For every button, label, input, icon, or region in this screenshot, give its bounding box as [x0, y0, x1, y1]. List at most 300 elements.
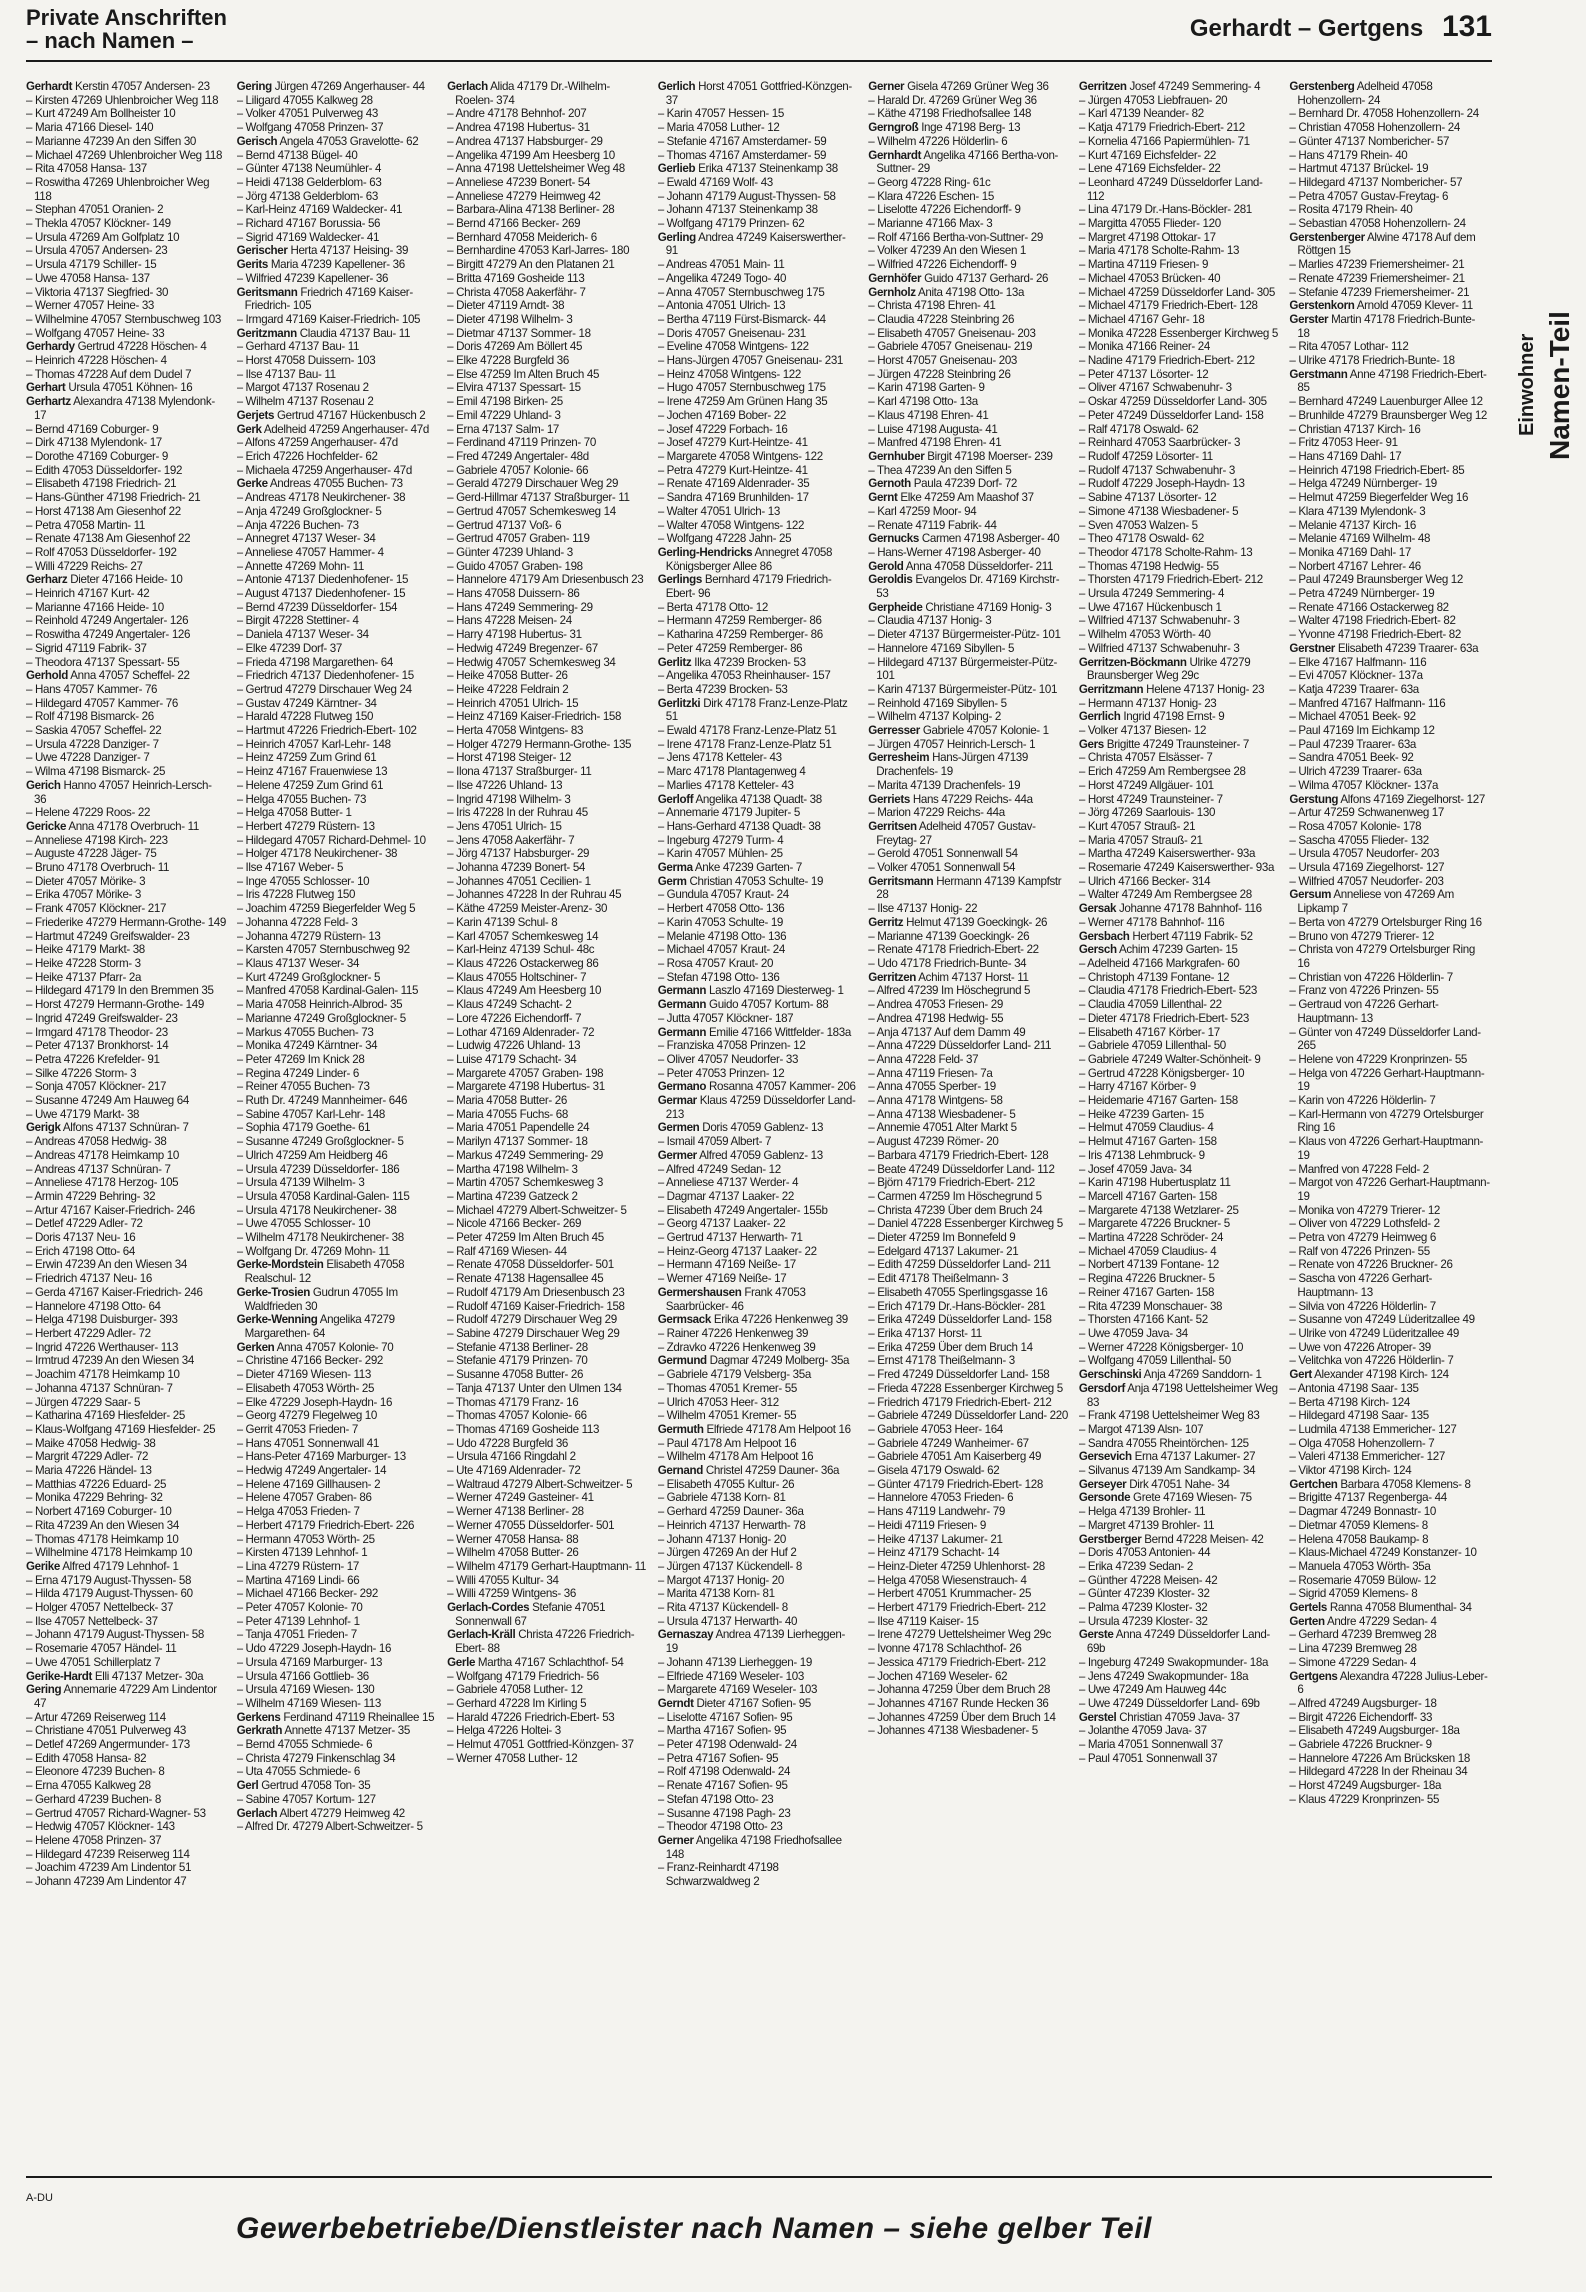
directory-entry: – Uwe 47179 Markt- 38 [26, 1107, 140, 1121]
directory-entry: – Alfred 47249 Sedan- 12 [657, 1162, 781, 1176]
directory-entry: – Leonhard 47249 Düsseldorfer Land- 112 [1078, 175, 1263, 203]
surname-entry [868, 724, 1069, 738]
directory-entry: – Erich 47259 Am Rembergsee 28 [1078, 765, 1246, 779]
directory-entry: – Ursula 47057 Neudorfer- 203 [1289, 847, 1440, 861]
directory-entry: – Karin 47198 Garten- 9 [868, 381, 985, 395]
surname-entry [868, 491, 1069, 505]
page-header-title [26, 6, 227, 52]
directory-entry: – Hans 47119 Landwehr- 79 [868, 1505, 1005, 1519]
surname-entry [868, 80, 1069, 94]
directory-entry: – Hermann 47169 Neiße- 17 [657, 1258, 796, 1272]
directory-entry: – Wolfgang 47059 Lillenthal- 50 [1078, 1354, 1231, 1368]
entry-text: Bernhard 47179 Friedrich-Ebert- 96 [665, 573, 832, 601]
surname: Germund [657, 1354, 707, 1368]
directory-entry: – Jens 47051 Ulrich- 15 [447, 819, 562, 833]
surname-entry [237, 423, 438, 437]
directory-entry: – Stefan 47198 Otto- 23 [657, 1792, 774, 1806]
directory-entry: – Sascha von 47226 Gerhart-Hauptmann- 13 [1289, 1272, 1433, 1299]
directory-entry: – Gerd-Hillmar 47137 Straßburger- 11 [447, 491, 630, 505]
directory-entry: – Helga 47198 Duisburger- 393 [26, 1313, 178, 1327]
directory-entry: – Günter 47179 Friedrich-Ebert- 128 [868, 1477, 1043, 1491]
directory-entry: – Maria 47058 Luther- 12 [657, 121, 780, 135]
surname-entry [658, 1121, 859, 1135]
directory-entry: – Berta 47239 Brocken- 53 [657, 682, 788, 696]
directory-entry: – Wilfried 47057 Neudorfer- 203 [1289, 874, 1444, 888]
directory-entry: – Luise 47198 Augusta- 41 [868, 422, 998, 436]
directory-entry: – Rosemarie 47057 Händel- 11 [26, 1642, 177, 1656]
directory-entry: – Emil 47229 Uhland- 3 [447, 408, 561, 422]
directory-entry: – Oliver von 47229 Lothsfeld- 2 [1289, 1217, 1440, 1231]
surname: Gerritzen [868, 970, 917, 984]
surname-entry [237, 1779, 438, 1793]
surname: Gerling-Hendricks [657, 545, 753, 559]
directory-column [26, 80, 227, 2160]
directory-entry: – Gerold 47051 Sonnenwall 54 [868, 847, 1018, 861]
directory-entry: – Paul 47178 Am Helpoot 16 [657, 1436, 797, 1450]
directory-entry: – Sigrid 47119 Fabrik- 37 [26, 641, 147, 655]
directory-entry: – Jörg 47269 Saarlouis- 130 [1078, 806, 1216, 820]
directory-entry: – Werner 47058 Hansa- 88 [447, 1532, 579, 1546]
directory-entry: – Heike 47179 Markt- 38 [26, 943, 145, 957]
surname-entry [447, 1628, 648, 1655]
directory-entry: – Helena 47058 Baukamp- 8 [1289, 1532, 1429, 1546]
directory-entry: – Armin 47229 Behring- 32 [26, 1189, 156, 1203]
directory-entry: – Heinrich 47167 Kurt- 42 [26, 587, 150, 601]
surname-entry [1289, 368, 1490, 395]
directory-entry: – Gerhard 47228 Im Kirling 5 [447, 1696, 587, 1710]
directory-entry: – Klaus 47137 Weser- 34 [236, 957, 360, 970]
directory-entry: – Karin 47137 Bürgermeister-Pütz- 101 [868, 682, 1058, 696]
directory-entry: – Martha 47167 Sofien- 95 [657, 1724, 787, 1738]
surname-entry [237, 1286, 438, 1313]
entry-text: Alida 47179 Dr.-Wilhelm-Roelen- 374 [455, 80, 610, 107]
surname: Germano [657, 1080, 707, 1094]
directory-entry: – Rudolf 47179 Am Driesenbusch 23 [447, 1285, 625, 1299]
entry-text: Stefanie 47051 Sonnenwall 67 [455, 1601, 606, 1628]
surname: Gerlach [447, 80, 488, 93]
surname: Gerlitzki [657, 696, 701, 710]
directory-entry: – Karin 47057 Hessen- 15 [657, 107, 785, 121]
surname: Gersch [1078, 943, 1117, 957]
directory-entry: – Renate 47169 Aldenrader- 35 [657, 477, 810, 491]
directory-entry: – Michael 47269 Uhlenbroicher Weg 118 [26, 148, 223, 162]
surname: Gerstenberg [1289, 80, 1355, 93]
directory-entry: – Heinz 47169 Kaiser-Friedrich- 158 [447, 710, 622, 724]
entry-text: Christian 47059 Java- 37 [1119, 1710, 1240, 1724]
entry-text: Kerstin 47057 Andersen- 23 [75, 80, 210, 93]
directory-entry: – Bernhard Dr. 47058 Hohenzollern- 24 [1289, 107, 1479, 121]
directory-entry: – Herbert 47279 Rüstern- 13 [236, 819, 375, 833]
surname-entry [237, 244, 438, 258]
directory-entry: – Martha 47198 Wilhelm- 3 [447, 1162, 578, 1176]
surname-entry [1079, 1450, 1280, 1464]
directory-entry: – Susanne 47249 Großglockner- 5 [236, 1135, 404, 1149]
directory-entry: – Heinz-Dieter 47259 Uhlenhorst- 28 [868, 1559, 1045, 1573]
directory-entry: – Brunhilde 47279 Braunsberger Weg 12 [1289, 408, 1488, 422]
directory-entry: – Johannes 47228 In der Ruhrau 45 [447, 888, 622, 902]
directory-entry: – Dieter 47178 Friedrich-Ebert- 523 [1078, 1011, 1249, 1025]
directory-entry: – Richard 47167 Borussia- 56 [236, 217, 381, 231]
directory-entry: – Wilfried 47137 Schwabenuhr- 3 [1078, 614, 1240, 628]
directory-entry: – Renate 47239 Friemersheimer- 21 [1289, 271, 1465, 285]
directory-entry: – Johannes 47259 Über dem Bruch 14 [868, 1710, 1056, 1724]
surname-entry [658, 573, 859, 600]
directory-entry: – Simone 47138 Wiesbadener- 5 [1078, 504, 1239, 518]
directory-entry: – Claudia 47059 Lillenthal- 22 [1078, 998, 1222, 1012]
directory-entry: – Rosemarie 47249 Kaiserswerther- 93a [1078, 861, 1275, 875]
directory-entry: – Hildegard 47137 Nombericher- 57 [1289, 175, 1463, 189]
directory-entry: – Maria 47166 Diesel- 140 [26, 121, 154, 135]
surname-entry [26, 80, 227, 94]
directory-entry: – Ursula 47169 Ziegelhorst- 127 [1289, 861, 1445, 875]
directory-entry: – Rita 47239 An den Wiesen 34 [26, 1518, 179, 1532]
directory-entry: – Friedrich 47137 Diedenhofener- 15 [236, 669, 414, 683]
directory-entry: – Marianne 47249 Großglockner- 5 [236, 1011, 406, 1025]
directory-entry: – Klaus 47249 Schacht- 2 [447, 998, 572, 1012]
directory-entry: – Ralf von 47226 Prinzen- 55 [1289, 1244, 1430, 1258]
directory-entry: – Gerhard 47137 Bau- 11 [236, 340, 360, 354]
surname: Gerold [868, 559, 904, 573]
surname: Germershausen [657, 1285, 742, 1299]
directory-entry: – Doris 47057 Gneisenau- 231 [657, 326, 806, 340]
directory-entry: – Waltraud 47279 Albert-Schweitzer- 5 [447, 1477, 633, 1491]
directory-entry: – Jürgen 47229 Saar- 5 [26, 1395, 141, 1409]
directory-entry: – Wilfried 47137 Schwabenuhr- 3 [1078, 641, 1240, 655]
entry-text: Anne 47198 Friedrich-Ebert- 85 [1297, 367, 1487, 395]
directory-entry: – Margarete 47058 Wintgens- 122 [657, 449, 823, 463]
directory-entry: – Annette 47269 Mohn- 11 [236, 559, 364, 573]
directory-entry: – Holger 47178 Neukirchener- 38 [236, 847, 398, 861]
directory-entry: – Ursula 47239 Düsseldorfer- 186 [236, 1162, 400, 1176]
directory-entry: – Walter 47249 Am Rembergsee 28 [1078, 888, 1252, 902]
surname-entry [237, 1313, 438, 1340]
directory-entry: – Gertrud 47137 Voß- 6 [447, 518, 562, 532]
directory-entry: – Helmut 47259 Biegerfelder Weg 16 [1289, 491, 1469, 505]
directory-entry: – Jutta 47057 Klöckner- 187 [657, 1011, 794, 1025]
directory-entry: – Maria 47051 Papendelle 24 [447, 1121, 590, 1135]
surname: Gerke-Mordstein [236, 1258, 324, 1272]
directory-entry: – Elisabeth 47053 Wörth- 25 [236, 1381, 375, 1395]
directory-entry: – Monika 47229 Behring- 32 [26, 1491, 163, 1505]
entry-text: Johanne 47178 Bahnhof- 116 [1118, 902, 1262, 916]
directory-entry: – Sven 47053 Walzen- 5 [1078, 518, 1198, 532]
directory-entry: – Matthias 47226 Eduard- 25 [26, 1477, 167, 1491]
surname: Gerstner [1289, 641, 1335, 655]
entry-text: Anneliese von 47269 Am Lipkamp 7 [1297, 888, 1454, 916]
directory-entry: – Walter 47198 Friedrich-Ebert- 82 [1289, 614, 1456, 628]
surname: Gerharz [26, 573, 68, 587]
directory-entry: – Doris 47053 Antonien- 44 [1078, 1546, 1211, 1560]
directory-entry: – Horst 47058 Duissern- 103 [236, 354, 376, 368]
directory-entry: – Wilhelm 47169 Wiesen- 113 [236, 1696, 381, 1710]
directory-entry: – Gabriele 47053 Heer- 164 [868, 1422, 1003, 1436]
entry-text: Elke 47259 Am Maashof 37 [900, 491, 1034, 505]
directory-entry: – Detlef 47269 Angermunder- 173 [26, 1738, 190, 1752]
surname-entry [868, 793, 1069, 807]
directory-entry: – Monika 47228 Essenberger Kirchweg 5 [1078, 326, 1278, 340]
directory-entry: – Hildegard 47179 In den Bremmen 35 [26, 984, 214, 998]
surname-entry [26, 820, 227, 834]
entry-text: Gisela 47269 Grüner Weg 36 [907, 80, 1049, 93]
directory-entry: – Josef 47229 Forbach- 16 [657, 422, 788, 436]
directory-entry: – Jörg 47137 Habsburger- 29 [447, 847, 590, 861]
directory-entry: – Hans 47179 Rhein- 40 [1289, 148, 1408, 162]
surname-entry [237, 409, 438, 423]
directory-entry: – Gabriele 47059 Lillenthal- 50 [1078, 1039, 1226, 1053]
entry-text: Guido 47137 Gerhard- 26 [924, 271, 1049, 285]
directory-entry: – Jens 47058 Aakerfähr- 7 [447, 833, 575, 847]
surname-entry [658, 1286, 859, 1313]
directory-entry: – Johann 47139 Lierheggen- 19 [657, 1655, 812, 1669]
directory-entry: – Tanja 47137 Unter den Ulmen 134 [447, 1381, 622, 1395]
directory-entry: – Herta 47058 Wintgens- 83 [447, 724, 584, 738]
directory-entry: – Hermann 47259 Remberger- 86 [657, 614, 822, 628]
directory-entry: – Horst 47198 Steiger- 12 [447, 751, 572, 765]
directory-entry: – Ursula 47057 Andersen- 23 [26, 244, 168, 258]
entry-text: Elisabeth 47239 Traarer- 63a [1337, 641, 1479, 655]
directory-entry: – Volker 47137 Biesen- 12 [1078, 724, 1207, 738]
directory-entry: – Bruno 47178 Overbruch- 11 [26, 861, 170, 875]
directory-entry: – Berta 47198 Kirch- 124 [1289, 1395, 1410, 1409]
directory-entry: – Helmut 47059 Claudius- 4 [1078, 1121, 1214, 1135]
directory-entry: – Thea 47239 An den Siffen 5 [868, 463, 1012, 477]
surname: Gerstenberger [1289, 230, 1365, 244]
entry-text: Alfons 47137 Schnüran- 7 [62, 1121, 189, 1135]
directory-entry: – Hedwig 47249 Bregenzer- 67 [447, 641, 598, 655]
entry-text: Dagmar 47249 Molberg- 35a [709, 1354, 850, 1368]
entry-text: Frank 47053 Saarbrücker- 46 [665, 1285, 806, 1313]
directory-entry: – Holger 47057 Nettelbeck- 37 [26, 1601, 174, 1615]
directory-entry: – Ingeburg 47249 Swakopmunder- 18a [1078, 1655, 1269, 1669]
directory-entry: – Anneliese 47239 Bonert- 54 [447, 175, 591, 189]
footer-rule [26, 2176, 1492, 2178]
surname: Gerhardy [26, 340, 75, 354]
directory-entry: – Petra 47226 Krefelder- 91 [26, 1052, 160, 1066]
surname-entry [1079, 1533, 1280, 1547]
directory-entry: – Peter 47137 Bronkhorst- 14 [26, 1039, 169, 1053]
directory-entry: – Hans-Günther 47198 Friedrich- 21 [26, 491, 201, 505]
directory-entry: – Elke 47228 Burgfeld 36 [447, 354, 569, 368]
directory-entry: – Erich 47198 Otto- 64 [26, 1244, 135, 1258]
directory-entry: – Heidi 47138 Gelderblom- 63 [236, 175, 382, 189]
surname-entry [868, 875, 1069, 902]
directory-entry: – Valeri 47138 Emmericher- 127 [1289, 1450, 1445, 1464]
directory-entry: – Hedwig 47057 Schemkesweg 34 [447, 655, 616, 669]
directory-entry: – Andreas 47137 Schnüran- 7 [26, 1162, 171, 1176]
directory-entry: – Hildegard 47228 In der Rheinau 34 [1289, 1765, 1468, 1779]
surname-entry [1079, 1368, 1280, 1382]
directory-entry: – Willi 47055 Kultur- 34 [447, 1573, 559, 1587]
directory-entry: – Maria 47051 Sonnenwall 37 [1078, 1738, 1223, 1752]
entry-text: Anita 47198 Otto- 13a [917, 285, 1025, 299]
directory-entry: – Wolfgang Dr. 47269 Mohn- 11 [236, 1244, 390, 1258]
surname-entry [1289, 231, 1490, 258]
surname-entry [237, 1341, 438, 1355]
surname-entry [26, 779, 227, 806]
directory-entry: – Johanna 47279 Rüstern- 13 [236, 929, 381, 943]
directory-entry: – Hugo 47057 Sternbuschweg 175 [657, 381, 826, 395]
directory-entry: – Gertrud 47228 Königsberger- 10 [1078, 1066, 1245, 1080]
directory-entry: – Melanie 47198 Otto- 136 [657, 929, 787, 943]
surname-entry [1289, 793, 1490, 807]
yellow-pages-banner: Gewerbebetriebe/Dienstleister nach Namen – siehe gelber Teil [236, 2212, 1152, 2245]
surname: Gerits [236, 258, 268, 272]
directory-entry: – Ernst 47178 Theißelmann- 3 [868, 1354, 1015, 1368]
surname-entry [658, 875, 859, 889]
page-code: A-DU [26, 2192, 53, 2204]
directory-entry: – Petra von 47279 Heimweg 6 [1289, 1231, 1436, 1245]
surname: Gerke-Wenning [236, 1313, 318, 1327]
directory-entry: – Wilma 47198 Bismarck- 25 [26, 765, 166, 779]
directory-entry: – Sandra 47051 Beek- 92 [1289, 751, 1414, 765]
entry-text: Christa 47226 Friedrich-Ebert- 88 [455, 1628, 635, 1656]
directory-entry: – Uwe 47051 Schillerplatz 7 [26, 1655, 161, 1669]
surname: Gernt [868, 491, 898, 505]
directory-entry: – Uwe 47249 Düsseldorfer Land- 69b [1078, 1696, 1260, 1710]
directory-entry: – Roswitha 47249 Angertaler- 126 [26, 628, 191, 642]
directory-entry: – Heike 47239 Garten- 15 [1078, 1107, 1204, 1121]
directory-entry: – Kornelia 47166 Papiermühlen- 71 [1078, 134, 1250, 148]
entry-text: Elfriede 47178 Am Helpoot 16 [706, 1422, 851, 1436]
directory-entry: – Michael 47166 Becker- 292 [236, 1587, 378, 1601]
directory-entry: – Dorothe 47169 Coburger- 9 [26, 449, 169, 463]
directory-entry: – Paul 47249 Braunsberger Weg 12 [1289, 573, 1463, 587]
directory-entry: – Reinhold 47249 Angertaler- 126 [26, 614, 189, 628]
entry-text: Anna 47057 Kolonie- 70 [276, 1340, 394, 1354]
surname: Gernucks [868, 532, 919, 546]
entry-text: Alexandra 47228 Julius-Leber- 6 [1297, 1669, 1488, 1697]
directory-entry: – Karin 47198 Hubertusplatz 11 [1078, 1176, 1231, 1190]
entry-text: Gertrud 47058 Ton- 35 [261, 1779, 371, 1793]
directory-entry: – Britta 47169 Gosheide 113 [447, 271, 585, 285]
directory-entry: – Carmen 47259 Im Höschegrund 5 [868, 1189, 1042, 1203]
surname-entry [237, 286, 438, 313]
directory-entry: – Rolf 47053 Düsseldorfer- 192 [26, 545, 177, 559]
entry-text: Anna 47057 Scheffel- 22 [70, 669, 190, 683]
page-number: 131 [1441, 10, 1492, 43]
directory-entry: – Rosemarie 47059 Bülow- 12 [1289, 1573, 1436, 1587]
directory-entry: – Martina 47169 Lindi- 66 [236, 1573, 360, 1587]
entry-text: Maria 47239 Kapellener- 36 [270, 258, 405, 272]
surname: Gerle [447, 1655, 476, 1669]
surname-entry [868, 450, 1069, 464]
surname: Gerner [868, 80, 905, 93]
directory-entry: – Margot von 47226 Gerhart-Hauptmann- 19 [1289, 1176, 1490, 1203]
directory-entry: – Katharina 47169 Hiesfelder- 25 [26, 1409, 185, 1423]
directory-entry: – Sigrid 47169 Waldecker- 41 [236, 230, 380, 244]
directory-entry: – Helene 47058 Prinzen- 37 [26, 1834, 162, 1847]
entry-text: Anke 47239 Garten- 7 [694, 861, 803, 875]
directory-entry: – Marlies 47239 Friemersheimer- 21 [1289, 258, 1465, 272]
directory-entry: – Tanja 47051 Frieden- 7 [236, 1628, 357, 1642]
directory-entry: – Simone 47229 Sedan- 4 [1289, 1655, 1417, 1669]
surname: Germuth [657, 1422, 704, 1436]
directory-entry: – Dieter 47137 Bürgermeister-Pütz- 101 [868, 628, 1061, 642]
directory-entry: – Ulrich 47053 Heer- 312 [657, 1395, 779, 1409]
directory-entry: – Ursula 47166 Ringdahl 2 [447, 1450, 576, 1464]
directory-entry: – Wilhelm 47178 Neukirchener- 38 [236, 1231, 404, 1245]
directory-entry: – Johann 47137 Steinenkamp 38 [657, 203, 818, 217]
directory-entry: – Else 47259 Im Alten Bruch 45 [447, 367, 600, 381]
directory-entry: – Andre 47178 Behnhof- 207 [447, 107, 587, 121]
surname-entry [447, 80, 648, 107]
directory-entry: – Harald 47228 Flutweg 150 [236, 710, 374, 724]
directory-entry: – Andrea 47053 Friesen- 29 [868, 998, 1003, 1012]
directory-entry: – Beate 47249 Düsseldorfer Land- 112 [868, 1162, 1055, 1176]
entry-text: Andre 47229 Sedan- 4 [1326, 1614, 1437, 1628]
surname-entry [1079, 1478, 1280, 1492]
directory-entry: – Renate 47138 Hagensallee 45 [447, 1272, 604, 1286]
directory-entry: – Edelgard 47137 Lakumer- 21 [868, 1244, 1019, 1258]
directory-entry: – Helene von 47229 Kronprinzen- 55 [1289, 1052, 1468, 1066]
surname: Gersdorf [1078, 1381, 1126, 1395]
directory-entry: – Angelika 47053 Rheinhauser- 157 [657, 669, 831, 683]
surname: Gerrlich [1078, 710, 1121, 724]
directory-entry: – Ewald 47169 Wolf- 43 [657, 175, 773, 189]
directory-entry: – Thorsten 47179 Friedrich-Ebert- 212 [1078, 573, 1263, 587]
directory-entry: – Elisabeth 47249 Angertaler- 155b [657, 1203, 828, 1217]
directory-entry: – Günter von 47249 Düsseldorfer Land- 265 [1289, 1025, 1481, 1053]
entry-text: Hermann 47139 Kampfstr 28 [876, 874, 1062, 902]
surname: Gerritsen [868, 819, 917, 833]
entry-text: Brigitte 47249 Traunsteiner- 7 [1106, 737, 1249, 751]
directory-entry: – Klaus von 47226 Gerhart-Hauptmann- 19 [1289, 1135, 1484, 1162]
entry-text: Ilka 47239 Brocken- 53 [694, 655, 806, 669]
directory-entry: – Helga 47249 Nürnberger- 19 [1289, 477, 1437, 491]
directory-entry: – Michael 47279 Albert-Schweitzer- 5 [447, 1203, 627, 1217]
directory-entry: – Heidi 47119 Friesen- 9 [868, 1518, 986, 1532]
entry-text: Christel 47259 Dauner- 36a [705, 1464, 840, 1478]
directory-entry: – Iris 47228 Flutweg 150 [236, 888, 356, 902]
directory-entry: – Ursula 47228 Danziger- 7 [26, 737, 159, 751]
directory-entry: – Gabriele 47249 Düsseldorfer Land- 220 [868, 1409, 1068, 1423]
surname: Gerlings [657, 573, 702, 587]
surname-entry [237, 477, 438, 491]
entry-text: Klaus 47259 Düsseldorfer Land- 213 [665, 1094, 856, 1121]
directory-entry: – Reinhard 47053 Saarbrücker- 3 [1078, 436, 1241, 450]
entry-text: Ursula 47051 Köhnen- 16 [68, 381, 193, 395]
directory-entry: – Rudolf 47137 Schwabenuhr- 3 [1078, 463, 1235, 477]
directory-entry: – Zdravko 47226 Henkenweg 39 [657, 1340, 816, 1354]
directory-entry: – Peter 47198 Odenwald- 24 [657, 1738, 797, 1752]
entry-text: Evangelos Dr. 47169 Kirchstr- 53 [876, 573, 1060, 601]
directory-entry: – Margitta 47055 Flieder- 120 [1078, 217, 1221, 231]
side-label-line-1: Einwohner [1516, 333, 1538, 436]
directory-entry: – Hans 47169 Dahl- 17 [1289, 449, 1402, 463]
entry-text: Gertrud 47167 Hückenbusch 2 [276, 408, 426, 422]
directory-entry: – Günter 47239 Kloster- 32 [1078, 1587, 1210, 1601]
entry-text: Achim 47137 Horst- 11 [918, 970, 1029, 984]
surname-entry [658, 984, 859, 998]
surname-entry [658, 793, 859, 807]
surname: Gerhold [26, 669, 68, 683]
directory-entry: – Franziska 47058 Prinzen- 12 [657, 1039, 806, 1053]
surname: Gerstberger [1078, 1532, 1142, 1546]
directory-entry: – Udo 47178 Friedrich-Bunte- 34 [868, 957, 1027, 970]
directory-entry: – Helga 47055 Buchen- 73 [236, 792, 367, 806]
directory-entry: – Rita 47057 Lothar- 112 [1289, 340, 1409, 354]
entry-text: Gertrud 47228 Höschen- 4 [77, 340, 207, 354]
directory-entry: – Margarete 47138 Wetzlarer- 25 [1078, 1203, 1239, 1217]
directory-entry: – Marion 47229 Reichs- 44a [868, 806, 1005, 820]
directory-entry: – Andreas 47178 Neukirchener- 38 [236, 491, 406, 505]
directory-entry: – Christine 47166 Becker- 292 [236, 1354, 384, 1368]
directory-entry: – Stefanie 47179 Prinzen- 70 [447, 1354, 588, 1368]
entry-text: Ingrid 47198 Ernst- 9 [1123, 710, 1225, 724]
directory-entry: – Elke 47167 Halfmann- 116 [1289, 655, 1427, 669]
surname-entry [26, 395, 227, 422]
directory-entry: – Thomas 47167 Amsterdamer- 59 [657, 148, 827, 162]
